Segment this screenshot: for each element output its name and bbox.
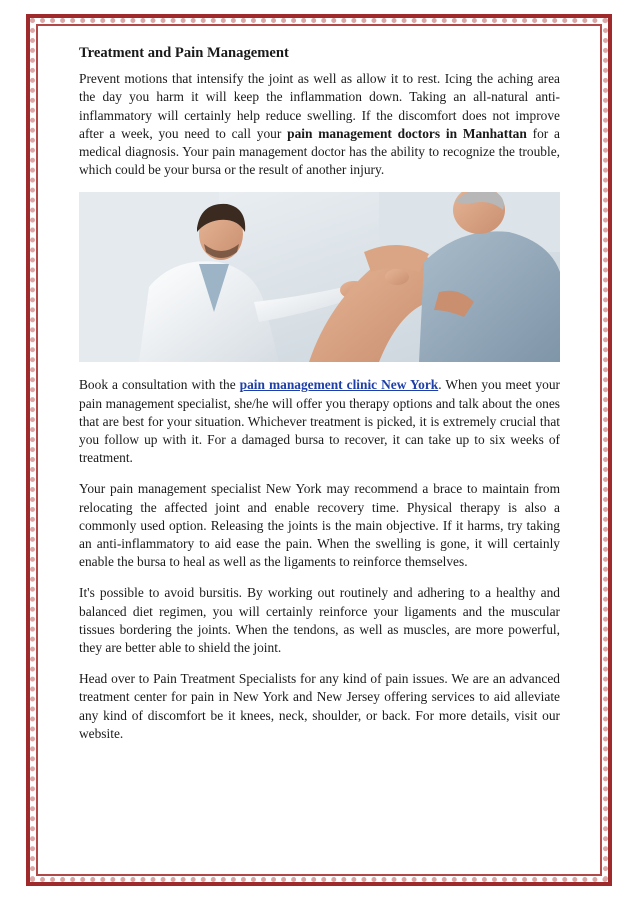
paragraph-consultation-text-after: . When you meet your pain management specialist, she/he will offer you therapy options and talk about the ones that are best for your situation. Whichever treatment is picked, it is extremely crucial that you follow up with it. For a damaged bursa to recover, it can take up to six weeks of treatment. xyxy=(79,377,561,466)
paragraph-treatment-options: Your pain management specialist New York may recommend a brace to maintain from relocating the affected joint and enable recovery time. Physical therapy is also a commonly used option. Releasing the joints is the main objective. If it harms, try taking an anti-inflammatory to aid ease the pain. When the swelling is gone, it will certainly enable the bursa to heal as well as the ligaments to reinforce themselves. xyxy=(79,481,560,570)
photo-illustration xyxy=(79,192,560,362)
paragraph-intro xyxy=(79,70,560,179)
paragraph-consultation-text-before: Book a consultation with the xyxy=(79,377,240,393)
paragraph-prevention: It's possible to avoid bursitis. By working out routinely and adhering to a healthy and balanced diet regimen, you will certainly reinforce your ligaments and the muscular tissues bordering the joints. When the tendons, as well as muscles, are more powerful, they are better able to shield the joint. xyxy=(79,585,560,656)
paragraph-call-to-action: Head over to Pain Treatment Specialists for any kind of pain issues. We are an advanced treatment center for pain in New York and New Jersey offering services to aid alleviate any kind of discomfort be it knees, neck, shoulder, or back. For more details, visit our website. xyxy=(79,671,560,741)
paragraph-intro-text-after: for a medical diagnosis. Your pain management doctor has the ability to recognize the trouble, which could be your bursa or the result of another injury. xyxy=(79,125,560,178)
doctor-examining-knee-photo xyxy=(79,192,560,362)
pain-management-clinic-link[interactable]: pain management clinic New York xyxy=(239,377,439,393)
paragraph-consultation xyxy=(79,376,560,467)
article-body xyxy=(79,44,560,756)
paragraph-intro-bold-phrase: pain management doctors in Manhattan xyxy=(287,125,527,141)
article-title: Treatment and Pain Management xyxy=(79,45,289,61)
paragraph-intro-text-before: Prevent motions that intensify the joint as well as allow it to rest. Icing the aching area the day you harm it will keep the inflammation down. Taking an all-natural anti-inflammatory will certainly help reduce swelling. If the discomfort does not improve after a week, you need to call your xyxy=(79,71,560,141)
